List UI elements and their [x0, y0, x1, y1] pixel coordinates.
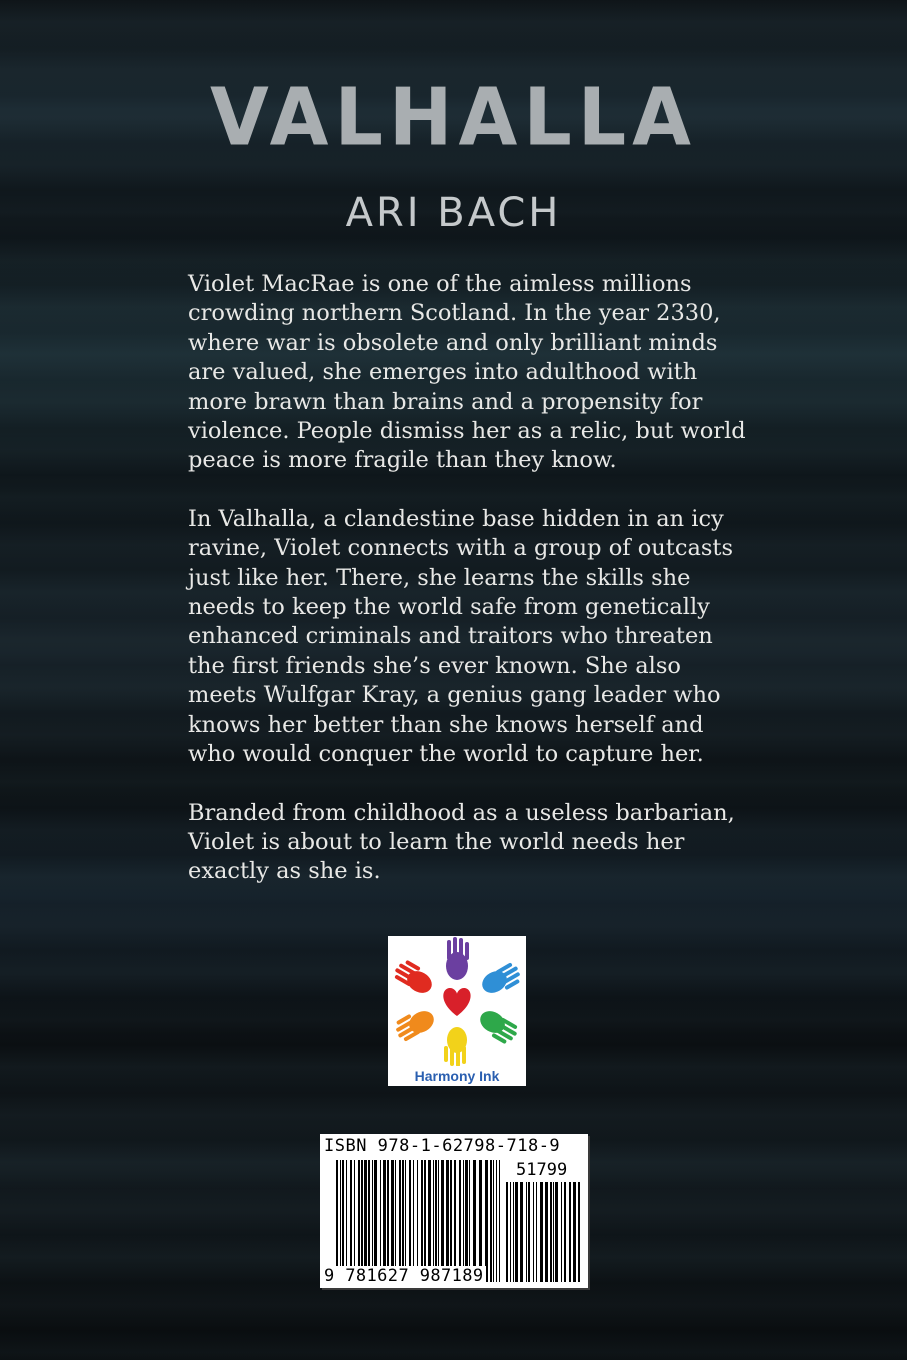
- blurb-paragraph-3: Branded from childhood as a useless barbarian, Violet is about to learn the world needs her exactly as she is.: [188, 799, 735, 885]
- blurb: [188, 270, 748, 916]
- price-code: 51799: [516, 1160, 568, 1180]
- ean-digits: 9 781627 987189: [324, 1266, 484, 1286]
- book-title: VALHALLA: [209, 69, 697, 164]
- author-name: ARI BACH: [345, 190, 562, 236]
- hands-heart-icon: [388, 936, 526, 1066]
- ean-barcode-bars: [336, 1160, 500, 1282]
- publisher-logo: [388, 936, 526, 1086]
- blurb-paragraph-1: Violet MacRae is one of the aimless millions crowding northern Scotland. In the year 2330, where war is obsolete and only brilliant minds are valued, she emerges into adulthood with more brawn than brains and a propensity for violence. People dismiss her as a relic, but world peace is more fragile than they know.: [188, 271, 746, 474]
- blurb-paragraph-2: In Valhalla, a clandestine base hidden in an icy ravine, Violet connects with a group of outcasts just like her. There, she learns the skills she needs to keep the world safe from genetically enhanced criminals and traitors who threaten the first friends she’s ever known. She also meets Wulfgar Kray, a genius gang leader who knows her better than she knows herself and who would conquer the world to capture her.: [188, 505, 733, 768]
- isbn-barcode: [320, 1134, 588, 1288]
- publisher-name: Harmony Ink: [414, 1068, 500, 1084]
- isbn-text: ISBN 978-1-62798-718-9: [324, 1136, 561, 1156]
- addon-barcode-bars: [506, 1182, 580, 1282]
